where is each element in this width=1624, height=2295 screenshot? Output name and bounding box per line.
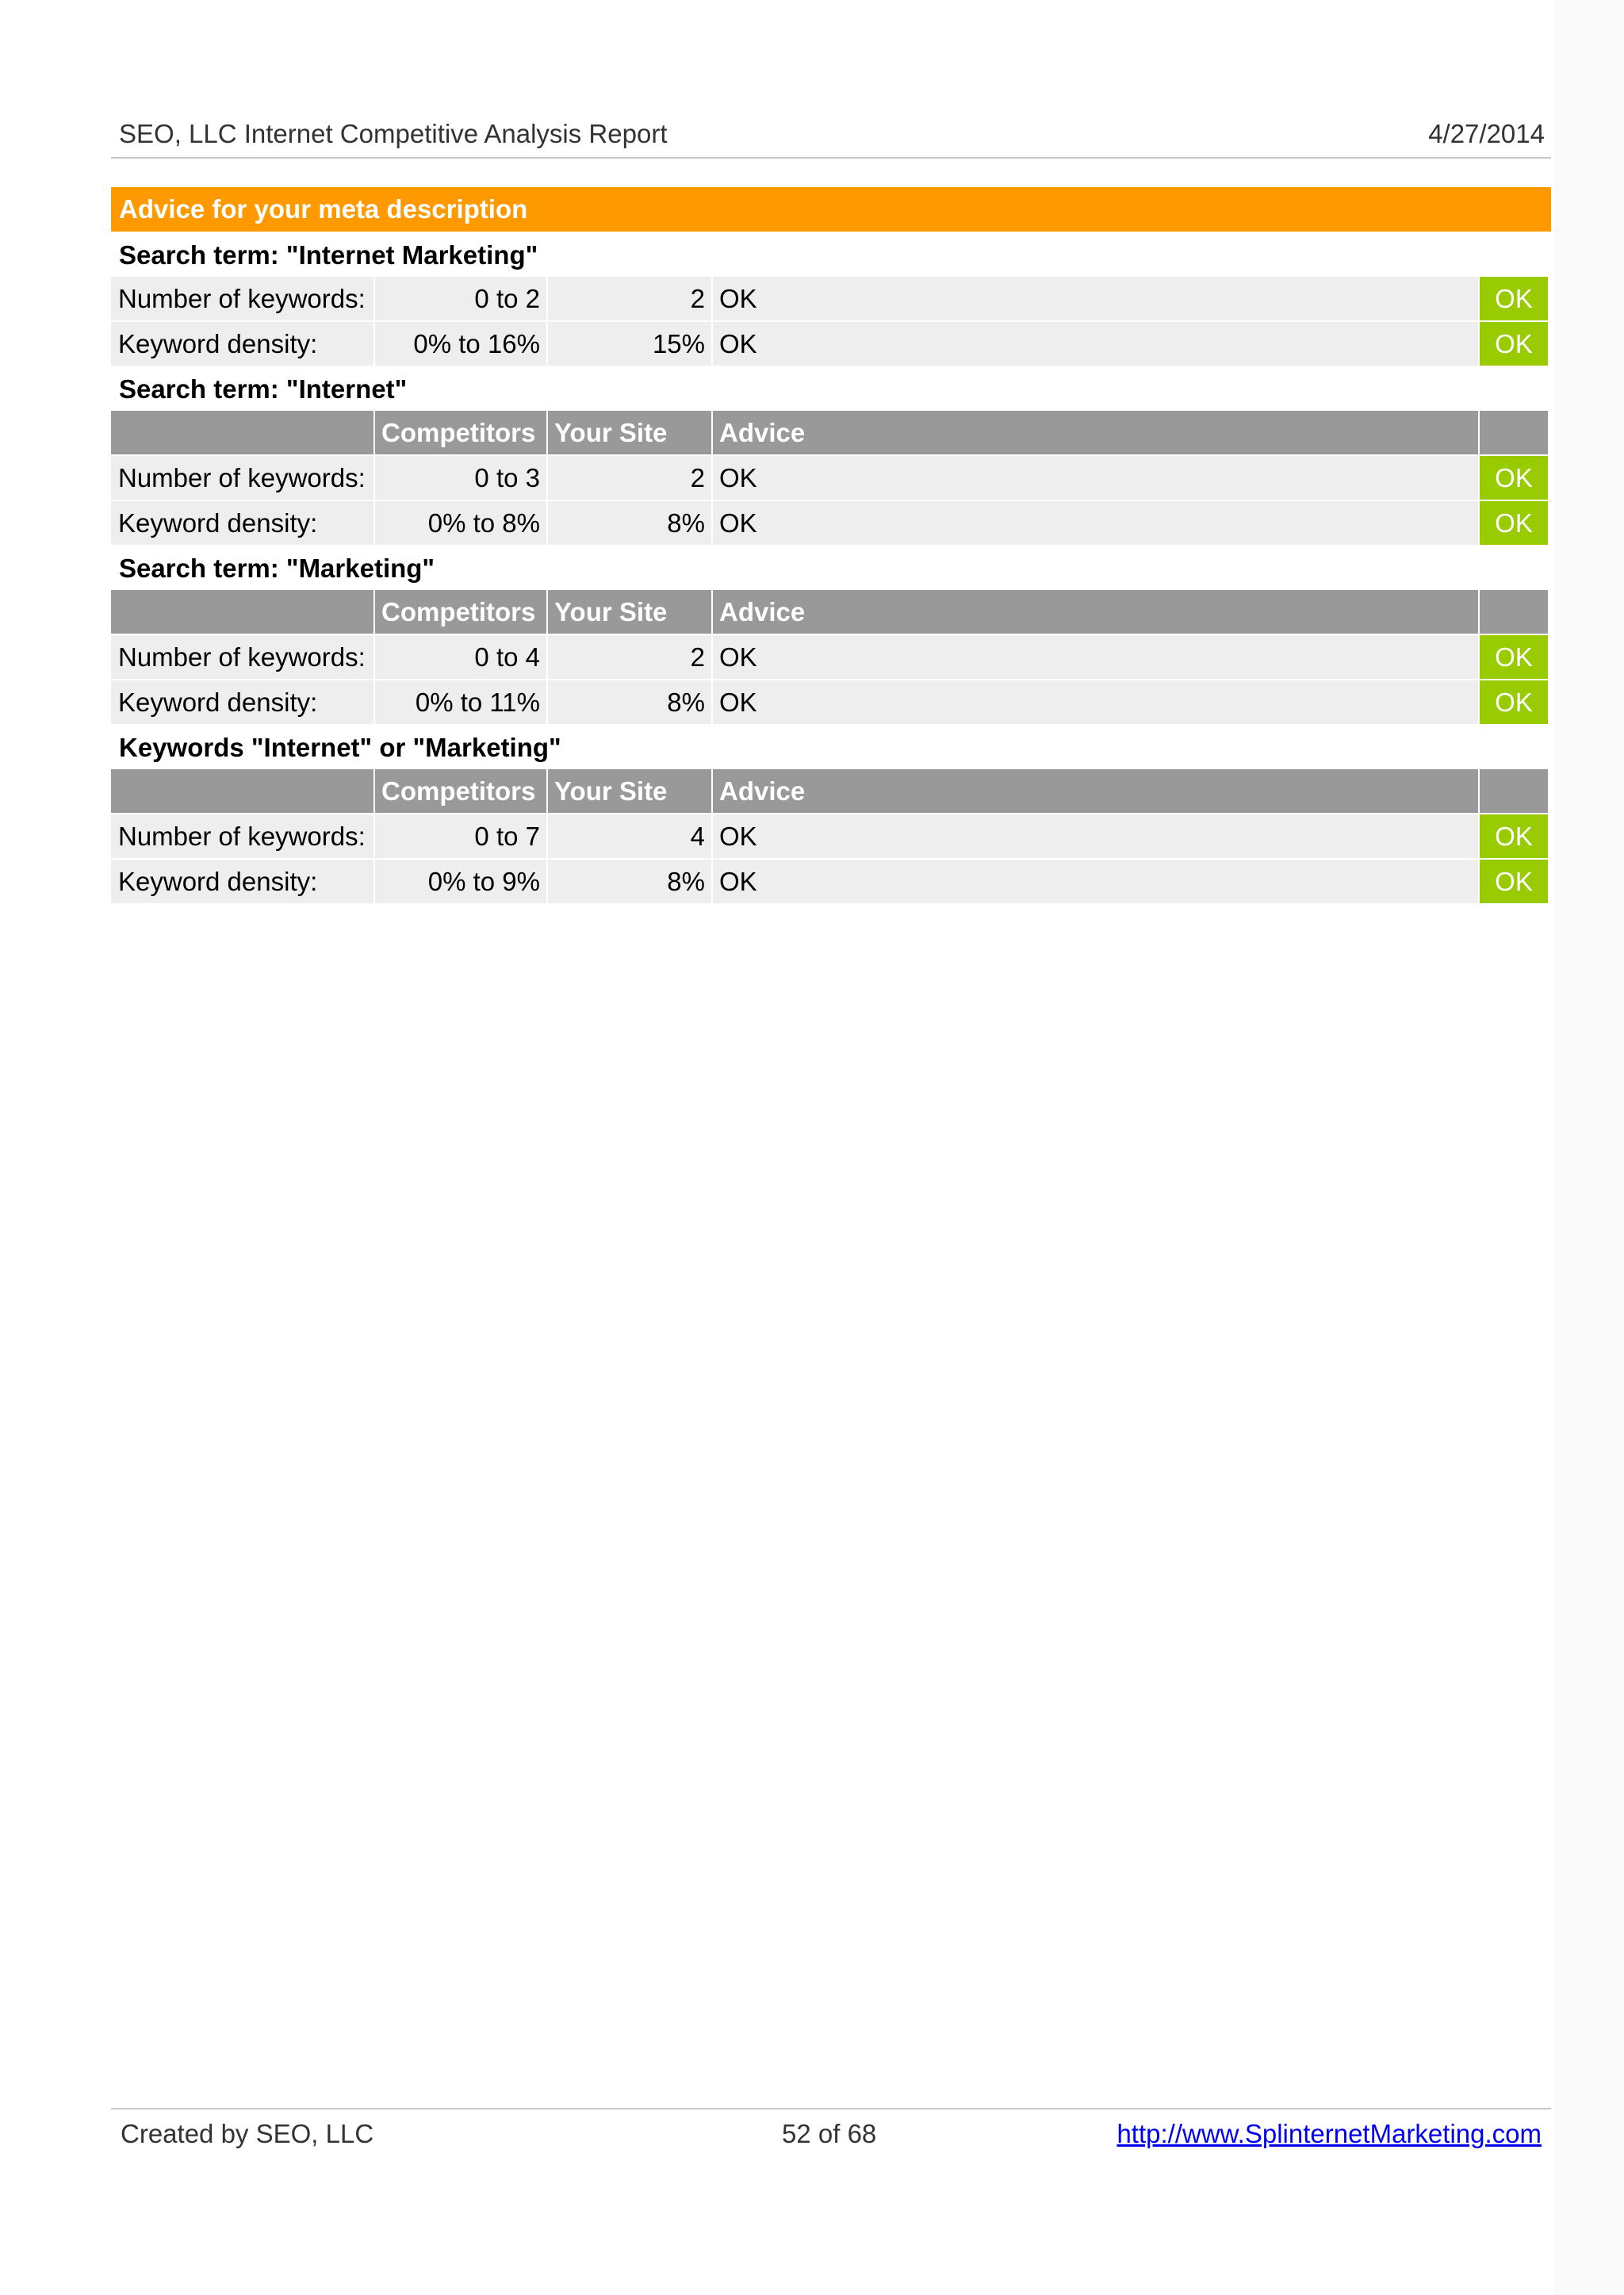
table-header-row <box>111 411 1551 454</box>
status-badge: OK <box>1480 501 1548 545</box>
section-title: Keywords "Internet" or "Marketing" <box>111 726 1551 769</box>
your-site-value: 15% <box>548 322 711 366</box>
header-advice: Advice <box>713 411 1478 454</box>
table-row <box>111 680 1551 724</box>
advice-text: OK <box>713 635 1478 679</box>
page-number: 52 of 68 <box>782 2119 877 2148</box>
header-status <box>1480 769 1548 813</box>
status-badge: OK <box>1480 456 1548 500</box>
header-advice: Advice <box>713 769 1478 813</box>
status-badge: OK <box>1480 277 1548 320</box>
status-badge: OK <box>1480 680 1548 724</box>
competitors-value: 0 to 7 <box>375 814 546 858</box>
your-site-value: 8% <box>548 680 711 724</box>
table-row <box>111 456 1551 500</box>
row-label: Keyword density: <box>111 680 373 724</box>
header-competitors: Competitors <box>375 411 546 454</box>
your-site-value: 2 <box>548 456 711 500</box>
header-your-site: Your Site <box>548 411 711 454</box>
header-competitors: Competitors <box>375 769 546 813</box>
report-date: 4/27/2014 <box>1428 119 1545 148</box>
advice-text: OK <box>713 456 1478 500</box>
advice-text: OK <box>713 277 1478 320</box>
header-status <box>1480 411 1548 454</box>
advice-text: OK <box>713 680 1478 724</box>
header-advice: Advice <box>713 590 1478 634</box>
your-site-value: 8% <box>548 501 711 545</box>
meta-description-report <box>111 187 1551 905</box>
table-row <box>111 635 1551 679</box>
footer-created-by: Created by SEO, LLC <box>121 2119 374 2148</box>
page-footer <box>111 2108 1551 2165</box>
your-site-value: 2 <box>548 277 711 320</box>
table-header-row <box>111 769 1551 813</box>
footer-website-link[interactable]: http://www.SplinternetMarketing.com <box>1116 2119 1542 2148</box>
advice-text: OK <box>713 501 1478 545</box>
competitors-value: 0% to 16% <box>375 322 546 366</box>
row-label: Number of keywords: <box>111 456 373 500</box>
table-row <box>111 860 1551 903</box>
table-row <box>111 277 1551 320</box>
advice-text: OK <box>713 860 1478 903</box>
row-label: Keyword density: <box>111 860 373 903</box>
page-side-strip <box>1554 0 1624 2295</box>
competitors-value: 0 to 2 <box>375 277 546 320</box>
competitors-value: 0% to 9% <box>375 860 546 903</box>
your-site-value: 4 <box>548 814 711 858</box>
report-title: SEO, LLC Internet Competitive Analysis Report <box>119 119 668 148</box>
header-your-site: Your Site <box>548 769 711 813</box>
header-blank <box>111 411 373 454</box>
status-badge: OK <box>1480 814 1548 858</box>
row-label: Number of keywords: <box>111 277 373 320</box>
table-row <box>111 814 1551 858</box>
advice-text: OK <box>713 814 1478 858</box>
section-title: Search term: "Internet Marketing" <box>111 233 1551 277</box>
table-row <box>111 322 1551 366</box>
your-site-value: 2 <box>548 635 711 679</box>
status-badge: OK <box>1480 635 1548 679</box>
section-title: Search term: "Internet" <box>111 367 1551 411</box>
header-blank <box>111 590 373 634</box>
status-badge: OK <box>1480 322 1548 366</box>
table-row <box>111 501 1551 545</box>
advice-text: OK <box>713 322 1478 366</box>
competitors-value: 0 to 4 <box>375 635 546 679</box>
competitors-value: 0% to 11% <box>375 680 546 724</box>
table-header-row <box>111 590 1551 634</box>
row-label: Keyword density: <box>111 322 373 366</box>
status-badge: OK <box>1480 860 1548 903</box>
header-status <box>1480 590 1548 634</box>
section-title: Search term: "Marketing" <box>111 546 1551 590</box>
competitors-value: 0% to 8% <box>375 501 546 545</box>
row-label: Number of keywords: <box>111 814 373 858</box>
header-competitors: Competitors <box>375 590 546 634</box>
section-banner: Advice for your meta description <box>111 187 1551 232</box>
header-blank <box>111 769 373 813</box>
page-header <box>111 119 1551 159</box>
your-site-value: 8% <box>548 860 711 903</box>
row-label: Number of keywords: <box>111 635 373 679</box>
competitors-value: 0 to 3 <box>375 456 546 500</box>
header-your-site: Your Site <box>548 590 711 634</box>
row-label: Keyword density: <box>111 501 373 545</box>
